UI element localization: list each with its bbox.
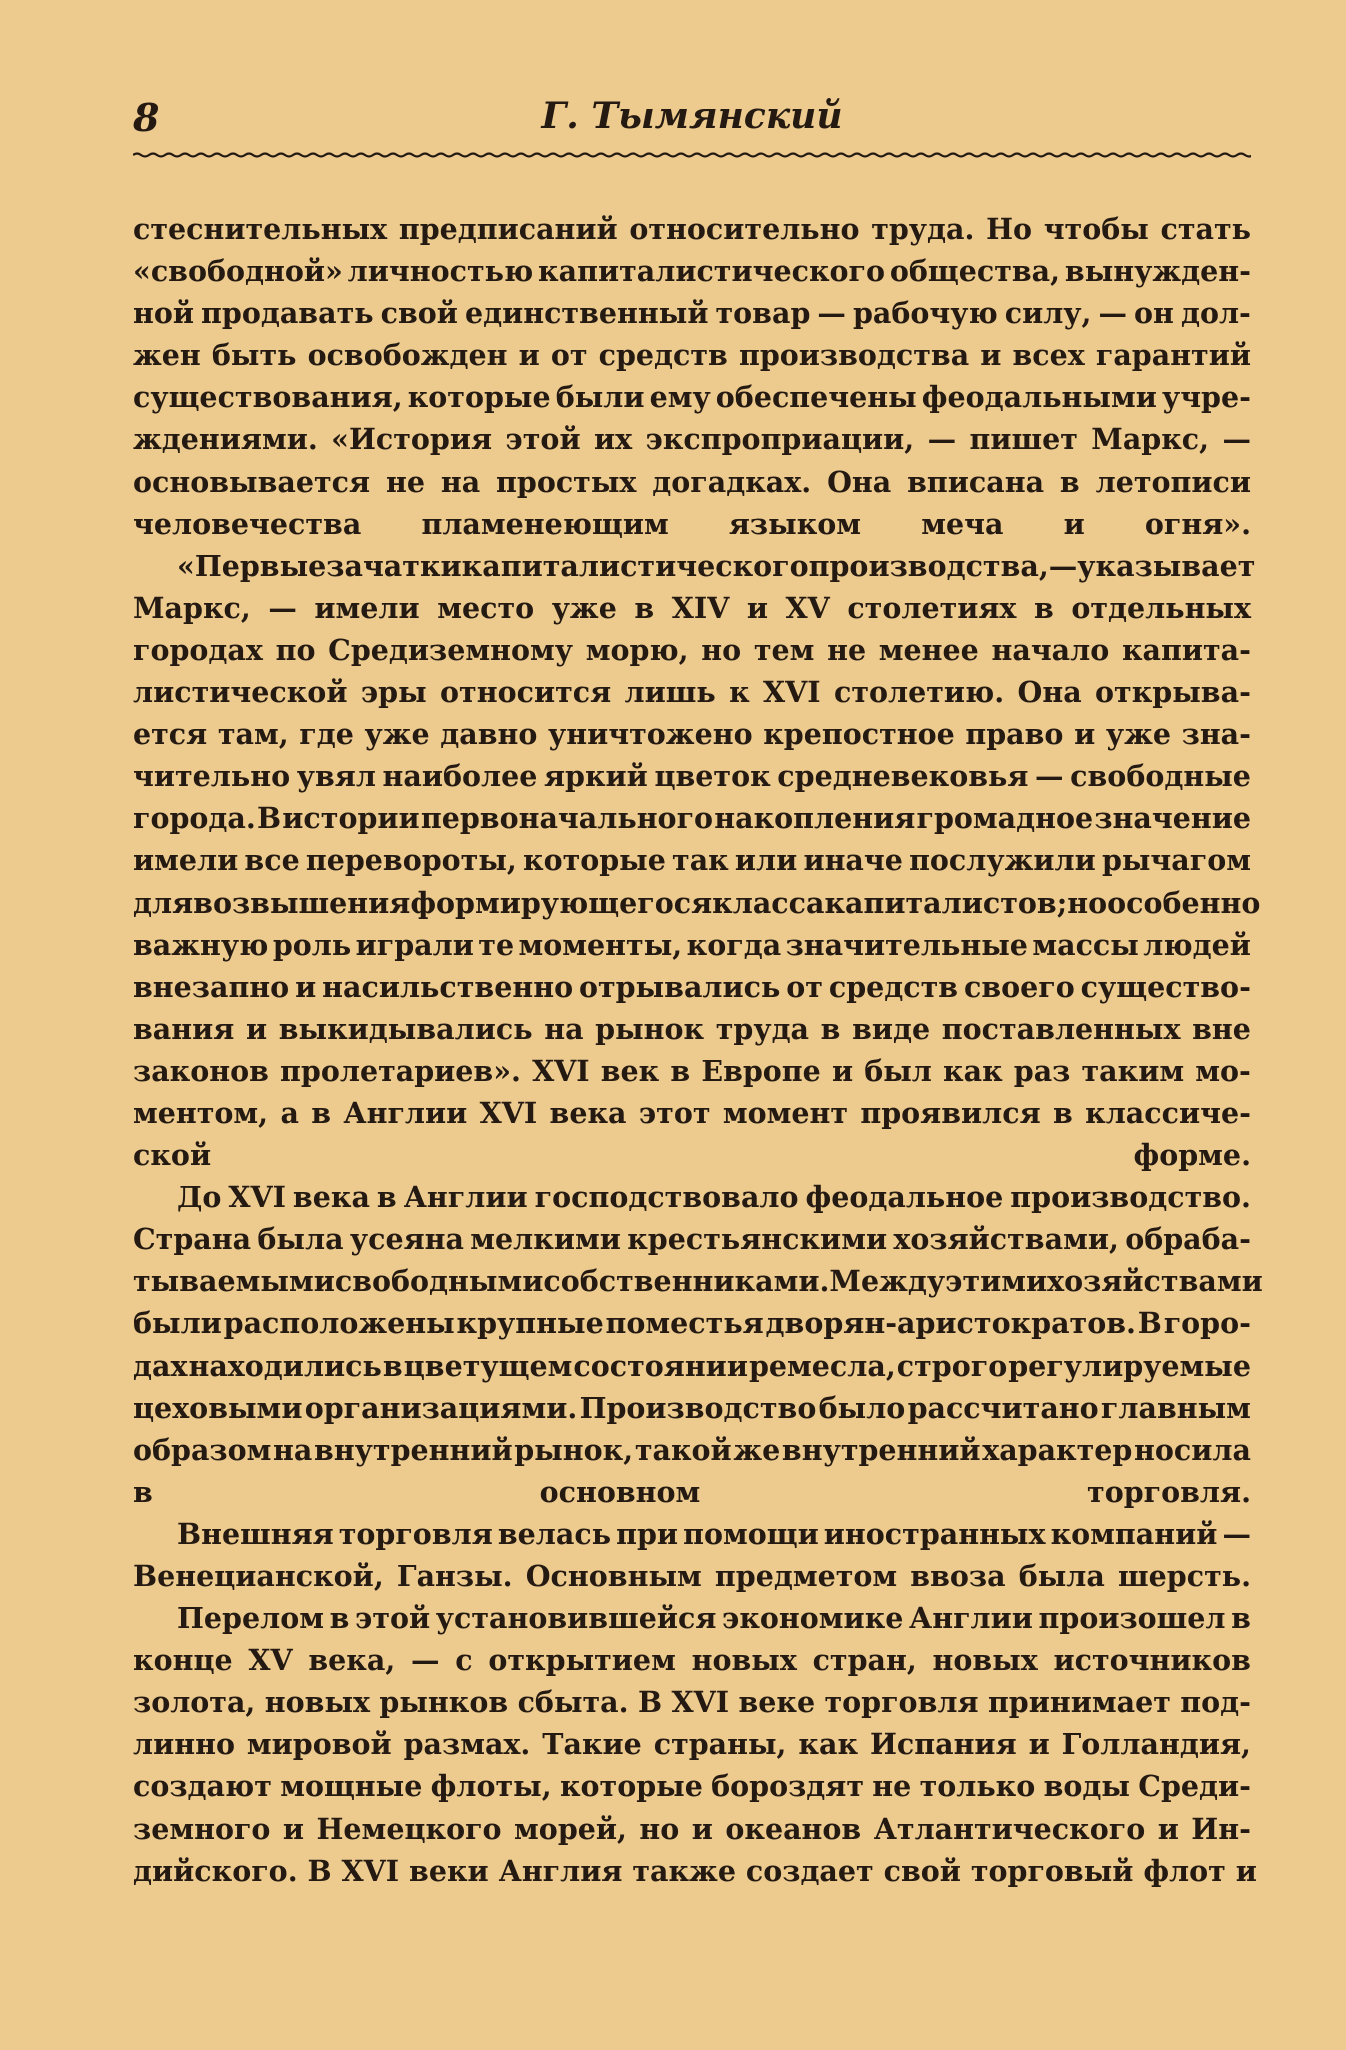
text-line: для возвышения формирующегося класса капиталистов; но особенно: [133, 885, 1261, 920]
text-line: Внешняя торговля велась при помощи иностранных компаний —: [177, 1516, 1251, 1551]
text-line: в основном торговля.: [133, 1474, 1251, 1509]
text-line: листической эры относится лишь к XVI столетию. Она открыва-: [133, 675, 1251, 710]
page-header: [133, 95, 1251, 145]
text-line: золота, новых рынков сбыта. В XVI веке торговля принимает под-: [133, 1685, 1251, 1720]
decorative-wavy-rule: [133, 150, 1251, 160]
text-line: ется там, где уже давно уничтожено крепостное право и уже зна-: [133, 717, 1251, 752]
text-line: конце XV века, — с открытием новых стран, новых источников: [133, 1643, 1251, 1678]
text-line: человечества пламенеющим языком меча и огня».: [133, 506, 1251, 541]
text-line: До XVI века в Англии господствовало феодальное производство.: [177, 1180, 1251, 1215]
text-line: тываемыми свободными собственниками. Между этими хозяйствами: [133, 1264, 1263, 1299]
text-line: имели все перевороты, которые так или иначе послужили рычагом: [133, 843, 1251, 878]
paragraph: [133, 1176, 1263, 1513]
text-line: чительно увял наиболее яркий цветок средневековья — свободные: [133, 759, 1251, 794]
text-line: Страна была усеяна мелкими крестьянскими хозяйствами, обраба-: [133, 1222, 1251, 1257]
text-line: ждениями. «История этой их экспроприации, — пишет Маркс, —: [133, 422, 1251, 457]
running-title: Г. Тымянский: [541, 95, 843, 137]
text-line: были расположены крупные поместья дворян-аристократов. В горо-: [133, 1306, 1251, 1341]
text-line: ной продавать свой единственный товар — рабочую силу, — он дол-: [133, 296, 1251, 331]
text-line: дийского. В XVI веки Англия также создает свой торговый флот и: [133, 1853, 1257, 1888]
paragraph: [133, 1513, 1251, 1597]
text-line: городах по Средиземному морю, но тем не менее начало капита-: [133, 632, 1251, 667]
page-number: 8: [133, 95, 160, 140]
text-line: линно мировой размах. Такие страны, как Испания и Голландия,: [133, 1727, 1251, 1762]
text-line: города. В истории первоначального накопления громадное значение: [133, 801, 1251, 836]
text-line: важную роль играли те моменты, когда значительные массы людей: [133, 927, 1251, 962]
paragraph: [133, 208, 1251, 545]
paragraph: [133, 1597, 1257, 1892]
text-line: земного и Немецкого морей, но и океанов Атлантического и Ин-: [133, 1811, 1251, 1846]
text-line: Венецианской, Ганзы. Основным предметом ввоза была шерсть.: [133, 1559, 1251, 1593]
text-line: «Первые зачатки капиталистического производства, — указывает: [177, 548, 1256, 583]
text-line: образом на внутренний рынок, такой же внутренний характер носила: [133, 1432, 1251, 1467]
paragraph: [133, 545, 1261, 1176]
text-line: законов пролетариев». XVI век в Европе и был как раз таким мо-: [133, 1053, 1251, 1088]
text-line: ской форме.: [133, 1138, 1251, 1173]
text-line: Перелом в этой установившейся экономике Англии произошел в: [177, 1601, 1251, 1636]
text-line: вания и выкидывались на рынок труда в виде поставленных вне: [133, 1011, 1251, 1046]
body-text: [133, 208, 1263, 1892]
text-line: внезапно и насильственно отрывались от средств своего существо-: [133, 969, 1251, 1004]
text-line: Маркс, — имели место уже в XIV и XV столетиях в отдельных: [133, 590, 1251, 625]
text-line: стеснительных предписаний относительно труда. Но чтобы стать: [133, 212, 1251, 246]
text-line: «свободной» личностью капиталистического общества, вынужден-: [133, 254, 1251, 289]
text-line: ментом, а в Англии XVI века этот момент проявился в классиче-: [133, 1095, 1251, 1130]
text-line: цеховыми организациями. Производство было рассчитано главным: [133, 1390, 1251, 1425]
text-line: дах находились в цветущем состоянии ремесла, строго регулируемые: [133, 1348, 1251, 1383]
text-line: создают мощные флоты, которые бороздят не только воды Среди-: [133, 1769, 1251, 1804]
text-line: основывается не на простых догадках. Она вписана в летописи: [133, 464, 1251, 499]
text-line: жен быть освобожден и от средств производства и всех гарантий: [133, 338, 1251, 373]
text-line: существования, которые были ему обеспечены феодальными учре-: [133, 380, 1251, 415]
